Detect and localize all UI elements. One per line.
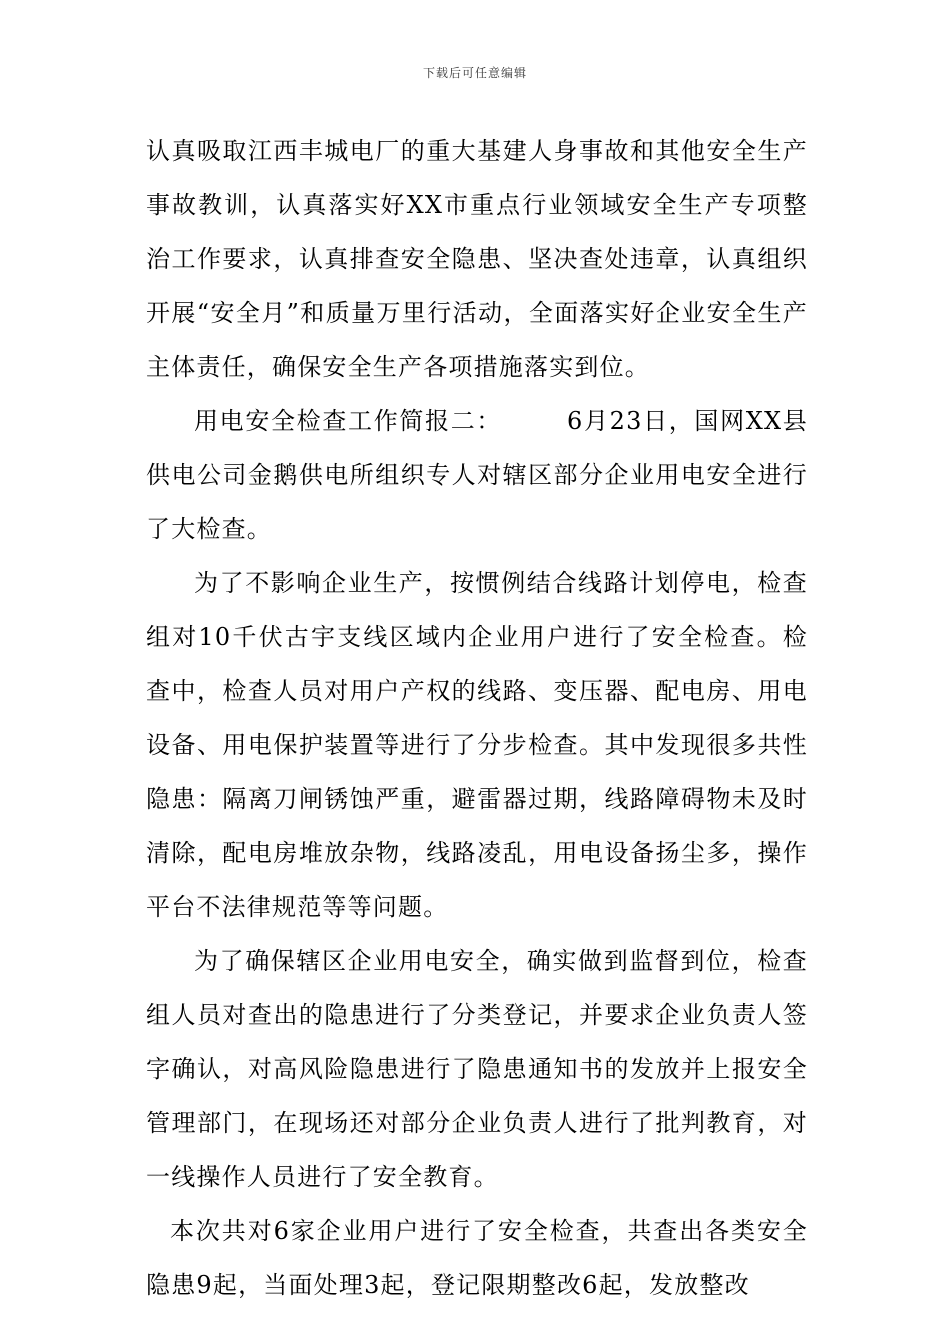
paragraph-5: 本次共对6家企业用户进行了安全检查，共查出各类安全隐患9起，当面处理3起，登记限期整改6起，发放整改 bbox=[146, 1217, 808, 1299]
paragraph-2: 用电安全检查工作简报二： 6月23日，国网XX县供电公司金鹅供电所组织专人对辖区部分企业用电安全进行了大检查。 bbox=[146, 407, 808, 543]
document-body bbox=[146, 124, 808, 1312]
page-header: 下载后可任意编辑 bbox=[422, 66, 527, 80]
paragraph-1: 认真吸取江西丰城电厂的重大基建人身事故和其他安全生产事故教训，认真落实好XX市重点行业领域安全生产专项整治工作要求，认真排查安全隐患、坚决查处违章，认真组织开展“安全月”和质量万里行活动，全面落实好企业安全生产主体责任，确保安全生产各项措施落实到位。 bbox=[146, 137, 808, 381]
paragraph-4: 为了确保辖区企业用电安全，确实做到监督到位，检查组人员对查出的隐患进行了分类登记，并要求企业负责人签字确认，对高风险隐患进行了隐患通知书的发放并上报安全管理部门，在现场还对部分企业负责人进行了批判教育，对一线操作人员进行了安全教育。 bbox=[146, 947, 808, 1191]
paragraph-3: 为了不影响企业生产，按惯例结合线路计划停电，检查组对10千伏古宇支线区域内企业用户进行了安全检查。检查中，检查人员对用户产权的线路、变压器、配电房、用电设备、用电保护装置等进行了分步检查。其中发现很多共性隐患：隔离刀闸锈蚀严重，避雷器过期，线路障碍物未及时清除，配电房堆放杂物，线路凌乱，用电设备扬尘多，操作平台不法律规范等等问题。 bbox=[146, 569, 808, 921]
